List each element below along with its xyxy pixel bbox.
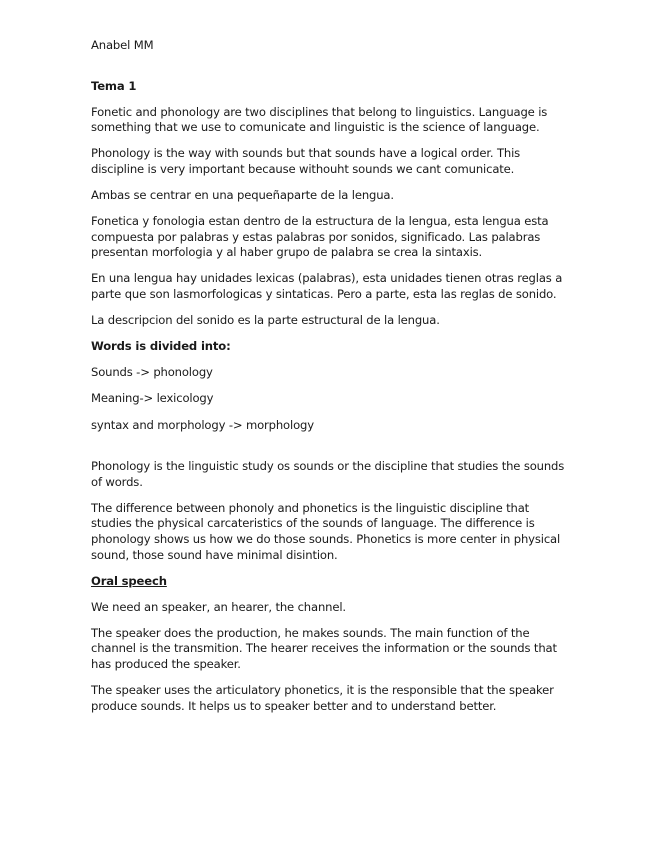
list-item: syntax and morphology -> morphology xyxy=(91,417,314,432)
author-name: Anabel MM xyxy=(91,38,154,52)
paragraph: The speaker uses the articulatory phonetics, it is the responsible that the speaker produce sounds. It helps us to speaker better and to understand better. xyxy=(91,683,554,713)
paragraph: Fonetica y fonologia estan dentro de la estructura de la lengua, esta lengua esta compuesta por palabras y estas palabras por sonidos, significado. Las palabras presentan morfologia y al haber grupo de palabra se crea la sintaxis. xyxy=(91,214,549,260)
paragraph: The difference between phonoly and phonetics is the linguistic discipline that studies the physical carcateristics of the sounds of language. The difference is phonology shows us how we do those sounds. Phonetics is more center in physical sound, those sound have minimal disintion. xyxy=(91,500,561,562)
oral-speech-heading: Oral speech xyxy=(91,573,167,588)
paragraph: En una lengua hay unidades lexicas (palabras), esta unidades tienen otras reglas a parte que son lasmorfologicas y sintaticas. Pero a parte, esta las reglas de sonido. xyxy=(91,271,563,302)
list-item: Sounds -> phonology xyxy=(91,365,213,380)
section-title-tema: Tema 1 xyxy=(91,78,137,93)
paragraph: Fonetic and phonology are two disciplines that belong to linguistics. Language is something that we use to comunicate and linguistic is the science of language. xyxy=(91,104,548,135)
words-heading: Words is divided into: xyxy=(91,339,231,354)
list-item: Meaning-> lexicology xyxy=(91,391,214,406)
paragraph: Ambas se centrar en una pequeñaparte de la lengua. xyxy=(91,188,394,203)
paragraph: The speaker does the production, he makes sounds. The main function of the channel is the transmition. The hearer receives the information or the sounds that has produced the speaker. xyxy=(91,625,557,672)
paragraph: We need an speaker, an hearer, the channel. xyxy=(91,599,346,614)
paragraph: Phonology is the way with sounds but that sounds have a logical order. This discipline is very important because withouht sounds we cant comunicate. xyxy=(91,146,521,176)
paragraph: La descripcion del sonido es la parte estructural de la lengua. xyxy=(91,313,440,328)
document-page xyxy=(91,38,571,725)
paragraph: Phonology is the linguistic study os sounds or the discipline that studies the sounds of words. xyxy=(91,459,565,489)
